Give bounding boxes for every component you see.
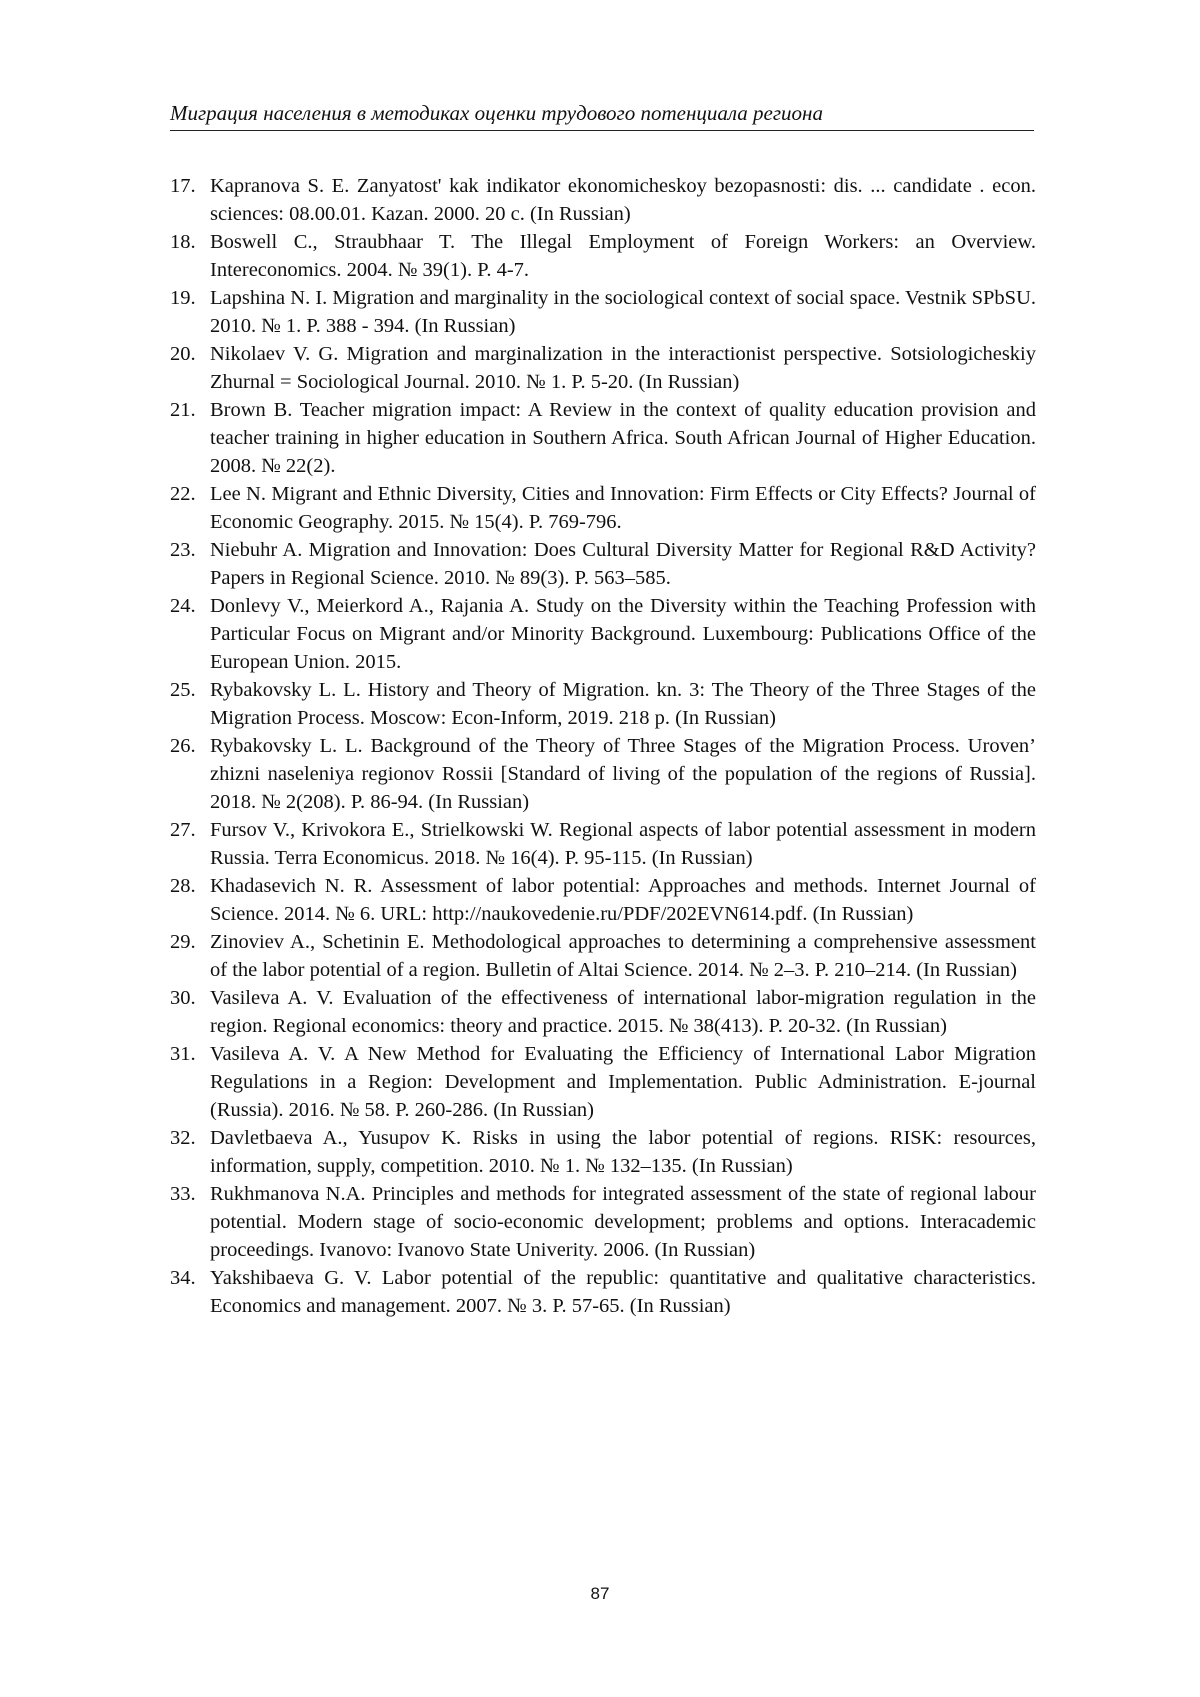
reference-number: 28. xyxy=(170,875,196,897)
reference-text: Rukhmanova N.A. Principles and methods for integrated assessment of the state of regional labour potential. Modern stage of socio-economic development; problems and options. Interacademic proceedings. Ivanovo: Ivanovo State Univerity. 2006. (In Russian) xyxy=(210,1183,1036,1261)
reference-number: 33. xyxy=(170,1183,196,1205)
reference-number: 18. xyxy=(170,231,196,253)
reference-number: 25. xyxy=(170,679,196,701)
reference-number: 29. xyxy=(170,931,196,953)
reference-item xyxy=(170,172,1036,228)
reference-text: Zinoviev A., Schetinin E. Methodological approaches to determining a comprehensive assessment of the labor potential of a region. Bulletin of Altai Science. 2014. № 2–3. P. 210–214. (In Russian) xyxy=(210,931,1036,981)
running-header: Миграция населения в методиках оценки трудового потенциала региона xyxy=(170,98,1034,131)
reference-text: Fursov V., Krivokora E., Strielkowski W. Regional aspects of labor potential assessment in modern Russia. Terra Economicus. 2018. № 16(4). P. 95-115. (In Russian) xyxy=(210,819,1036,869)
reference-number: 32. xyxy=(170,1127,196,1149)
reference-item xyxy=(170,536,1036,592)
reference-item xyxy=(170,396,1036,480)
reference-item xyxy=(170,228,1036,284)
reference-number: 31. xyxy=(170,1043,196,1065)
reference-text: Kapranova S. E. Zanyatost' kak indikator ekonomicheskoy bezopasnosti: dis. ... candidate . econ. sciences: 08.00.01. Kazan. 2000. 20 c. (In Russian) xyxy=(210,175,1036,225)
reference-text: Lee N. Migrant and Ethnic Diversity, Cities and Innovation: Firm Effects or City Effects? Journal of Economic Geography. 2015. № 15(4). P. 769-796. xyxy=(210,483,1036,533)
reference-number: 23. xyxy=(170,539,196,561)
reference-text: Khadasevich N. R. Assessment of labor potential: Approaches and methods. Internet Journal of Science. 2014. № 6. URL: http://naukovedenie.ru/PDF/202EVN614.pdf. (In Russian) xyxy=(210,875,1036,925)
reference-text: Niebuhr A. Migration and Innovation: Does Cultural Diversity Matter for Regional R&D Activity? Papers in Regional Science. 2010. № 89(3). P. 563–585. xyxy=(210,539,1036,589)
reference-number: 27. xyxy=(170,819,196,841)
reference-item xyxy=(170,984,1036,1040)
reference-item xyxy=(170,480,1036,536)
reference-item xyxy=(170,284,1036,340)
reference-text: Yakshibaeva G. V. Labor potential of the republic: quantitative and qualitative characteristics. Economics and management. 2007. № 3. P. 57-65. (In Russian) xyxy=(210,1267,1036,1317)
reference-number: 30. xyxy=(170,987,196,1009)
reference-text: Rybakovsky L. L. Background of the Theory of Three Stages of the Migration Process. Uroven’ zhizni naseleniya regionov Rossii [Standard of living of the population of the regions of Russia]. 2018. № 2(208). P. 86-94. (In Russian) xyxy=(210,735,1036,813)
reference-list xyxy=(170,172,1036,1320)
reference-item xyxy=(170,340,1036,396)
reference-number: 24. xyxy=(170,595,196,617)
reference-text: Lapshina N. I. Migration and marginality in the sociological context of social space. Vestnik SPbSU. 2010. № 1. P. 388 - 394. (In Russian) xyxy=(210,287,1036,337)
reference-item xyxy=(170,732,1036,816)
reference-text: Nikolaev V. G. Migration and marginalization in the interactionist perspective. Sotsiologicheskiy Zhurnal = Sociological Journal. 2010. № 1. P. 5-20. (In Russian) xyxy=(210,343,1036,393)
reference-text: Davletbaeva A., Yusupov K. Risks in using the labor potential of regions. RISK: resources, information, supply, competition. 2010. № 1. № 132–135. (In Russian) xyxy=(210,1127,1036,1177)
reference-text: Donlevy V., Meierkord A., Rajania A. Study on the Diversity within the Teaching Profession with Particular Focus on Migrant and/or Minority Background. Luxembourg: Publications Office of the European Union. 2015. xyxy=(210,595,1036,673)
reference-item xyxy=(170,1180,1036,1264)
reference-item xyxy=(170,928,1036,984)
reference-item xyxy=(170,1264,1036,1320)
reference-item xyxy=(170,1124,1036,1180)
reference-item xyxy=(170,592,1036,676)
reference-number: 19. xyxy=(170,287,196,309)
reference-text: Vasileva A. V. A New Method for Evaluating the Efficiency of International Labor Migration Regulations in a Region: Development and Implementation. Public Administration. E-journal (Russia). 2016. № 58. P. 260-286. (In Russian) xyxy=(210,1043,1036,1121)
reference-text: Vasileva A. V. Evaluation of the effectiveness of international labor-migration regulation in the region. Regional economics: theory and practice. 2015. № 38(413). P. 20-32. (In Russian) xyxy=(210,987,1036,1037)
reference-number: 34. xyxy=(170,1267,196,1289)
reference-number: 22. xyxy=(170,483,196,505)
reference-item xyxy=(170,1040,1036,1124)
reference-item xyxy=(170,676,1036,732)
page-number: 87 xyxy=(590,1584,610,1603)
reference-text: Rybakovsky L. L. History and Theory of Migration. kn. 3: The Theory of the Three Stages of the Migration Process. Moscow: Econ-Inform, 2019. 218 p. (In Russian) xyxy=(210,679,1036,729)
reference-text: Brown B. Teacher migration impact: A Review in the context of quality education provision and teacher training in higher education in Southern Africa. South African Journal of Higher Education. 2008. № 22(2). xyxy=(210,399,1036,477)
reference-item xyxy=(170,816,1036,872)
reference-number: 26. xyxy=(170,735,196,757)
reference-number: 20. xyxy=(170,343,196,365)
reference-text: Boswell C., Straubhaar T. The Illegal Employment of Foreign Workers: an Overview. Intereconomics. 2004. № 39(1). P. 4-7. xyxy=(210,231,1036,281)
reference-item xyxy=(170,872,1036,928)
reference-number: 17. xyxy=(170,175,196,197)
reference-number: 21. xyxy=(170,399,196,421)
